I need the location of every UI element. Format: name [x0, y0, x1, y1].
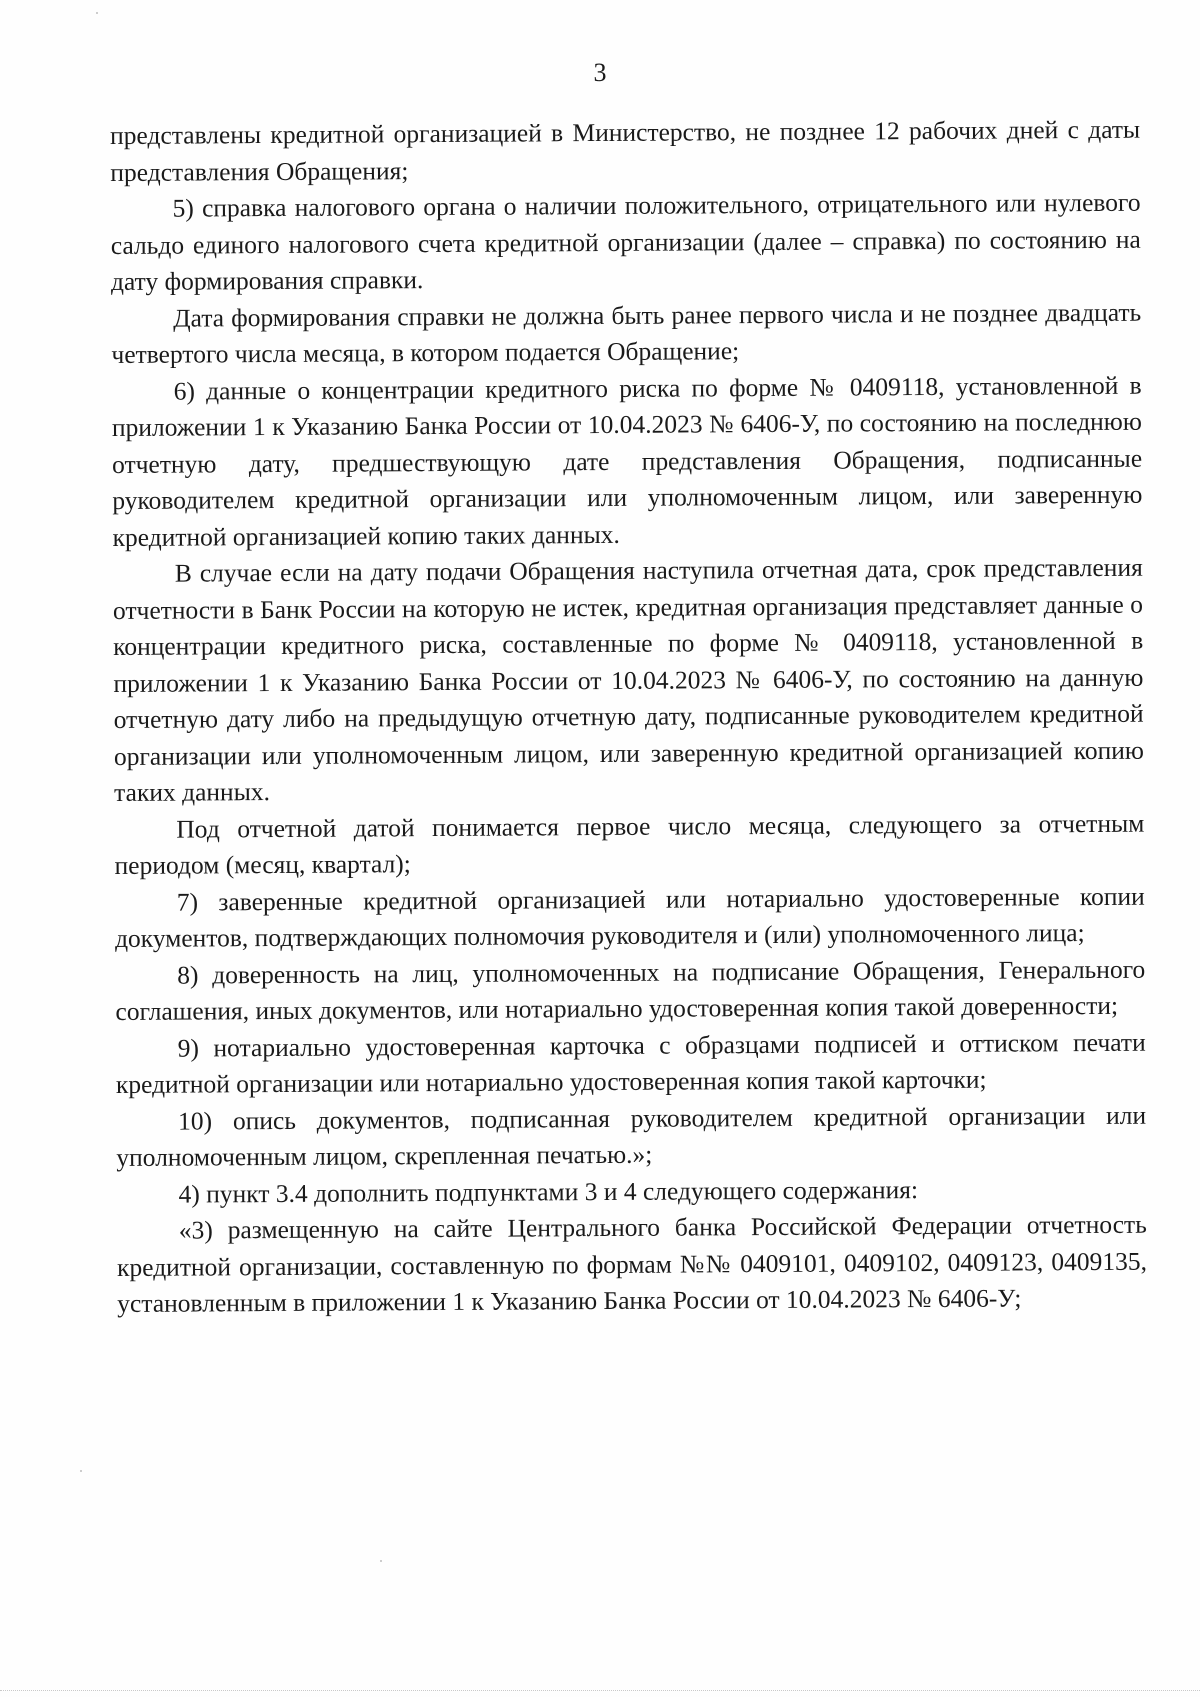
paragraph-item-7: 7) заверенные кредитной организацией или нотариально удостоверенные копии документов, подтверждающих полномочия руководителя и (или) уполномоченного лица;	[114, 881, 1145, 953]
scan-bottom-edge	[0, 1690, 1200, 1692]
paragraph-subitem-3: «3) размещенную на сайте Центрального банка Российской Федерации отчетность кредитной организации, составленную по формам №№ 0409101, 0409102, 0409123, 0409135, установленным в приложении 1 к Указанию Банка России от 10.04.2023 № 6406-У;	[116, 1209, 1148, 1318]
scan-speck	[380, 1560, 382, 1562]
paragraph-continuation: представлены кредитной организацией в Министерство, не позднее 12 рабочих дней с даты представления Обращения;	[110, 114, 1141, 187]
paragraph-item-5: 5) справка налогового органа о наличии положительного, отрицательного или нулевого сальдо единого налогового счета кредитной организации (далее – справка) по состоянию на дату формирования справки.	[110, 187, 1141, 296]
paragraph-item-8: 8) доверенность на лиц, уполномоченных на подписание Обращения, Генерального соглашения, иных документов, или нотариально удостоверенная копия такой доверенности;	[115, 954, 1146, 1026]
page-number: 3	[593, 58, 607, 87]
paragraph-item-9: 9) нотариально удостоверенная карточка с образцами подписей и оттиском печати кредитной организации или нотариально удостоверенная копия такой карточки;	[115, 1027, 1146, 1099]
document-body	[110, 112, 1147, 1323]
paragraph-item-10: 10) опись документов, подписанная руководителем кредитной организации или уполномоченным лицом, скрепленная печатью.»;	[116, 1100, 1147, 1172]
scan-speck	[80, 1470, 82, 1472]
paragraph-amendment-4: 4) пункт 3.4 дополнить подпунктами 3 и 4 следующего содержания:	[178, 1174, 919, 1209]
paragraph-date-rule: Дата формирования справки не должна быть ранее первого числа и не позднее двадцать четвертого числа месяца, в котором подается Обращение;	[111, 297, 1142, 369]
scan-speck	[96, 12, 98, 14]
paragraph-reporting-case: В случае если на дату подачи Обращения наступила отчетная дата, срок представления отчетности в Банк России на которую не истек, кредитная организация представляет данные о концентрации кредитного риска, составленные по форме № 0409118, установленной в приложении 1 к Указанию Банка России от 10.04.2023 № 6406-У, по состоянию на данную отчетную дату либо на предыдущую отчетную дату, подписанные руководителем кредитной организации или уполномоченным лицом, или заверенную кредитной организацией копию таких данных.	[112, 552, 1144, 807]
paragraph-item-6: 6) данные о концентрации кредитного риска по форме № 0409118, установленной в приложении 1 к Указанию Банка России от 10.04.2023 № 6406-У, по состоянию на последнюю отчетную дату, предшествующую дате представления Обращения, подписанные руководителем кредитной организации или уполномоченным лицом, или заверенную кредитной организацией копию таких данных.	[111, 370, 1143, 552]
paragraph-reporting-date-definition: Под отчетной датой понимается первое число месяца, следующего за отчетным периодом (месяц, квартал);	[114, 808, 1145, 880]
